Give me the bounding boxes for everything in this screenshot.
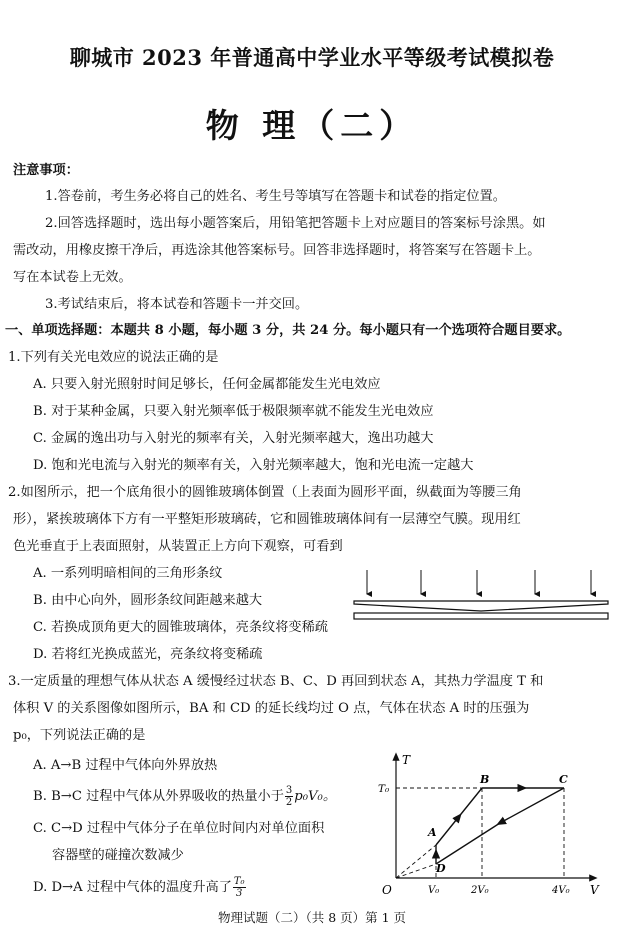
q1-stem: 1.下列有关光电效应的说法正确的是 [8,350,219,365]
q2-stem-line-2: 形），紧挨玻璃体下方有一平整矩形玻璃砖，它和圆锥玻璃体间有一层薄空气膜。现用红 [13,512,521,527]
notice-item-3: 3.考试结束后，将本试卷和答题卡一并交回。 [45,297,309,312]
page-footer: 物理试题（二）（共 8 页）第 1 页 [217,910,407,925]
q1-option-b: B. 对于某种金属，只要入射光频率低于极限频率就不能发生光电效应 [33,404,434,419]
exam-title: 聊城市 2023 年普通高中学业水平等级考试模拟卷 [69,45,555,70]
section-1-heading: 一、单项选择题：本题共 8 小题，每小题 3 分，共 24 分。每小题只有一个选项符合题目要求。 [5,323,571,338]
point-d-label: D [436,862,446,875]
q3-stem-line-2: 体积 V 的关系图像如图所示，BA 和 CD 的延长线均过 O 点，气体在状态 A 时的压强为 [13,701,530,716]
point-c-label: C [559,773,568,786]
t-axis-label: T [402,753,411,767]
v-tick-4v0: 4V₀ [552,885,570,896]
t0-label: T₀ [378,783,390,795]
fraction-t0-thirds [233,876,246,899]
q3-option-a: A. A→B 过程中气体向外界放热 [33,758,218,773]
q3-option-c-line-1: C. C→D 过程中气体分子在单位时间内对单位面积 [33,821,325,836]
q2-option-b: B. 由中心向外，圆形条纹间距越来越大 [33,593,263,608]
v-tick-2v0: 2V₀ [471,885,489,896]
notice-item-2-line-2: 需改动，用橡皮擦干净后，再选涂其他答案标号。回答非选择题时，将答案写在答题卡上。 [13,243,541,258]
point-b-label: B [480,773,490,786]
fraction-denominator: 2 [285,797,293,808]
origin-label: O [382,883,392,897]
point-a-label: A [428,826,437,839]
q3-option-b-tail: p₀V₀。 [294,789,337,804]
q3-option-d [33,876,247,899]
q2-stem-line-1: 2.如图所示，把一个底角很小的圆锥玻璃体倒置（上表面为圆形平面，纵截面为等腰三角 [8,485,522,500]
q3-option-d-text: D. D→A 过程中气体的温度升高了 [33,880,232,895]
q1-option-d: D. 饱和光电流与入射光的频率有关，入射光频率越大，饱和光电流一定越大 [33,458,474,473]
q2-option-d: D. 若将红光换成蓝光，亮条纹将变稀疏 [33,647,263,662]
q3-option-b-text: B. B→C 过程中气体从外界吸收的热量小于 [33,789,284,804]
notice-item-2-line-3: 写在本试卷上无效。 [13,270,132,285]
q2-stem-line-3: 色光垂直于上表面照射，从装置正上方向下观察，可看到 [13,539,343,554]
fraction-numerator: T₀ [233,876,245,887]
notice-item-1: 1.答卷前，考生务必将自己的姓名、考生号等填写在答题卡和试卷的指定位置。 [45,189,506,204]
q2-option-c: C. 若换成顶角更大的圆锥玻璃体，亮条纹将变稀疏 [33,620,328,635]
t-v-graph [372,750,612,898]
fraction-numerator: 3 [285,785,293,796]
v-tick-v0: V₀ [428,885,440,896]
fraction-denominator: 3 [236,888,243,899]
q2-option-a: A. 一系列明暗相间的三角形条纹 [33,566,223,581]
q1-option-a: A. 只要入射光照射时间足够长，任何金属都能发生光电效应 [33,377,381,392]
q3-option-b [33,785,336,808]
notice-heading: 注意事项： [13,163,79,178]
notice-item-2-line-1: 2.回答选择题时，选出每小题答案后，用铅笔把答题卡上对应题目的答案标号涂黑。如 [45,216,546,231]
q3-stem-line-3: p₀，下列说法正确的是 [13,728,146,743]
fraction-three-halves [285,785,293,808]
v-axis-label: V [590,883,599,897]
q3-option-c-line-2: 容器壁的碰撞次数减少 [52,848,184,863]
subject-title: 物 理（二） [205,106,419,145]
cone-glass-diagram [350,568,612,624]
q1-option-c: C. 金属的逸出功与入射光的频率有关，入射光频率越大，逸出功越大 [33,431,434,446]
q3-stem-line-1: 3.一定质量的理想气体从状态 A 缓慢经过状态 B、C、D 再回到状态 A，其热力学温度 T 和 [8,674,544,689]
